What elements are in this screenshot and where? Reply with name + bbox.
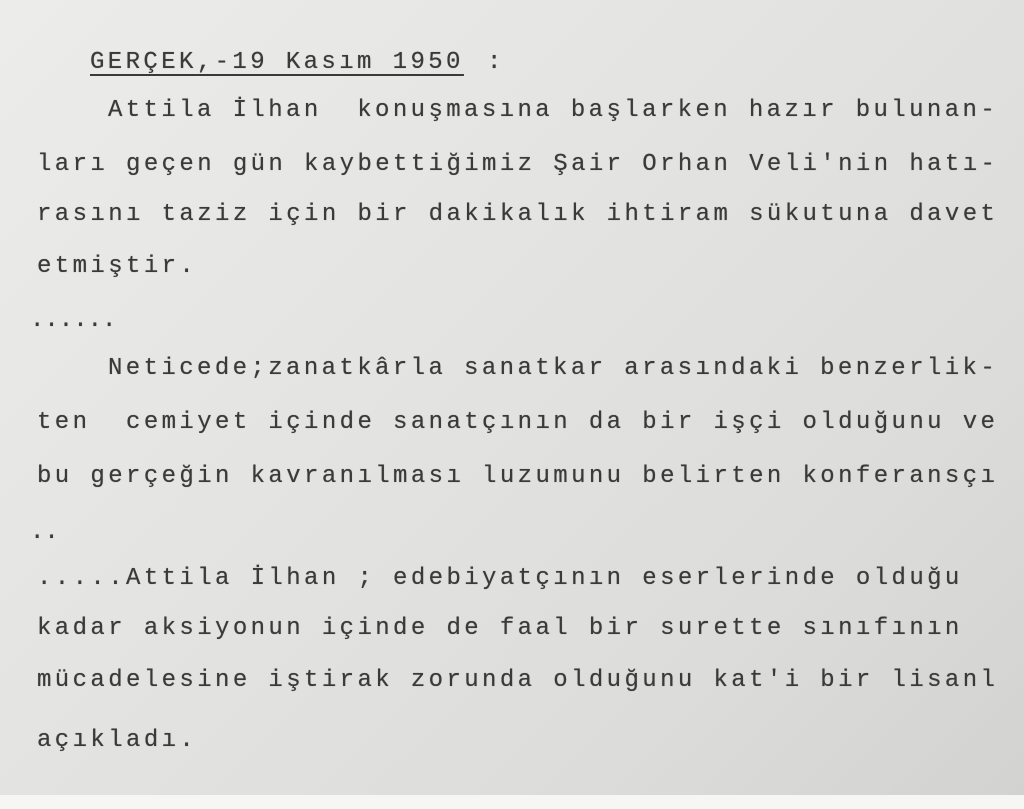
text-line: ten cemiyet içinde sanatçının da bir işçi olduğunu ve	[37, 409, 999, 436]
ellipsis-line: ......	[30, 307, 117, 334]
text-line: ları geçen gün kaybettiğimiz Şair Orhan Veli'nin hatı-	[37, 151, 999, 178]
document-heading: GERÇEK,-19 Kasım 1950	[90, 49, 464, 76]
text-line: etmiştir.	[37, 253, 198, 280]
text-line: açıkladı.	[37, 727, 198, 754]
heading-colon: :	[487, 49, 505, 76]
text-line: bu gerçeğin kavranılması luzumunu belirten konferansçı	[37, 463, 999, 490]
ellipsis-line: ..	[30, 519, 59, 546]
text-line: .....Attila İlhan ; edebiyatçının eserlerinde olduğu	[37, 565, 963, 592]
text-line: mücadelesine iştirak zorunda olduğunu kat'i bir lisanl	[37, 667, 999, 694]
text-line: rasını taziz için bir dakikalık ihtiram sükutuna davet	[37, 201, 999, 228]
page-bottom-edge	[0, 795, 1024, 809]
text-line: Attila İlhan konuşmasına başlarken hazır bulunan-	[108, 97, 999, 124]
text-line: Neticede;zanatkârla sanatkar arasındaki benzerlik-	[108, 355, 999, 382]
text-line: kadar aksiyonun içinde de faal bir surette sınıfının	[37, 615, 963, 642]
